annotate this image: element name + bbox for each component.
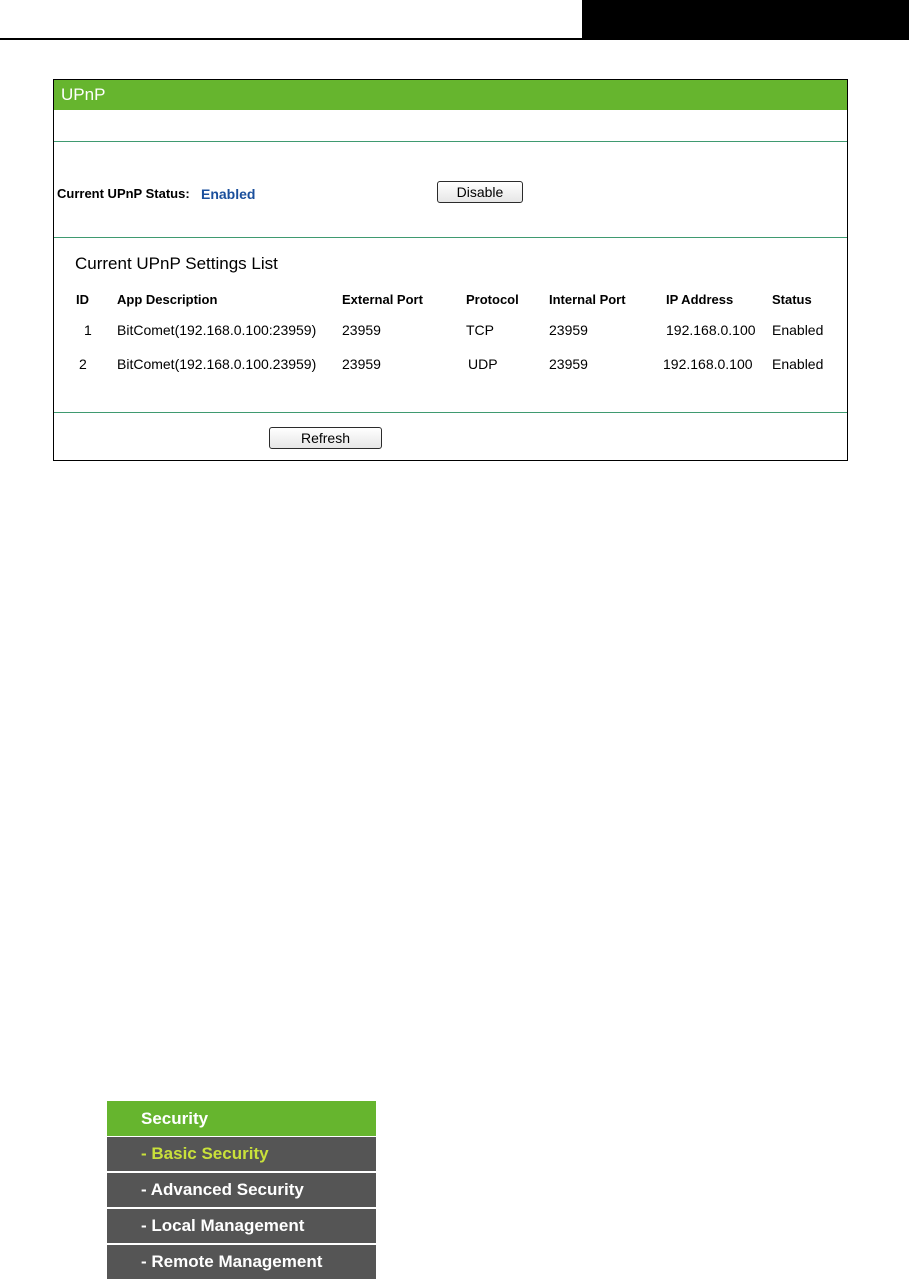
column-header-internal-port: Internal Port bbox=[549, 292, 626, 307]
cell-protocol: UDP bbox=[468, 356, 498, 372]
menu-item-local-management[interactable]: - Local Management bbox=[107, 1209, 376, 1243]
upnp-status-value: Enabled bbox=[201, 186, 256, 202]
cell-app-description: BitComet(192.168.0.100.23959) bbox=[117, 356, 317, 372]
cell-app-description: BitComet(192.168.0.100:23959) bbox=[117, 322, 317, 338]
menu-header-security[interactable]: Security bbox=[107, 1101, 376, 1136]
column-header-external-port: External Port bbox=[342, 292, 423, 307]
menu-item-remote-management[interactable]: - Remote Management bbox=[107, 1245, 376, 1279]
cell-ip-address: 192.168.0.100 bbox=[663, 356, 753, 372]
cell-internal-port: 23959 bbox=[549, 322, 588, 338]
cell-id: 2 bbox=[79, 356, 87, 372]
security-menu bbox=[107, 1101, 376, 1279]
upnp-status-label: Current UPnP Status: bbox=[57, 186, 190, 201]
cell-status: Enabled bbox=[772, 356, 824, 372]
menu-item-advanced-security[interactable]: - Advanced Security bbox=[107, 1173, 376, 1207]
upnp-panel bbox=[53, 79, 848, 461]
cell-protocol: TCP bbox=[466, 322, 494, 338]
column-header-status: Status bbox=[772, 292, 812, 307]
column-header-app-description: App Description bbox=[117, 292, 218, 307]
header-rule bbox=[0, 38, 909, 40]
settings-list-title: Current UPnP Settings List bbox=[75, 254, 278, 273]
divider bbox=[54, 412, 847, 413]
menu-item-basic-security[interactable]: - Basic Security bbox=[107, 1137, 376, 1171]
cell-ip-address: 192.168.0.100 bbox=[666, 322, 756, 338]
cell-internal-port: 23959 bbox=[549, 356, 588, 372]
column-header-ip-address: IP Address bbox=[666, 292, 734, 307]
column-header-id: ID bbox=[76, 292, 89, 307]
cell-status: Enabled bbox=[772, 322, 824, 338]
cell-external-port: 23959 bbox=[342, 356, 381, 372]
column-header-protocol: Protocol bbox=[466, 292, 519, 307]
disable-button[interactable]: Disable bbox=[437, 181, 523, 203]
divider bbox=[54, 141, 847, 142]
cell-id: 1 bbox=[84, 322, 92, 338]
cell-external-port: 23959 bbox=[342, 322, 381, 338]
panel-title: UPnP bbox=[54, 80, 847, 110]
refresh-button[interactable]: Refresh bbox=[269, 427, 382, 449]
header-black-block bbox=[582, 0, 909, 39]
divider bbox=[54, 237, 847, 238]
